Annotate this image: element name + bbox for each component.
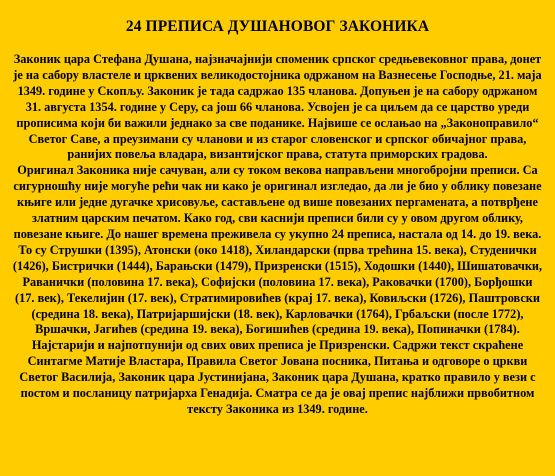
document-title: 24 ПРЕПИСА ДУШАНОВОГ ЗАКОНИКА <box>125 18 430 35</box>
paragraph-prizren-copy: Најстарији и најпотпунији од свих ових преписа је Призренски. Садржи текст скраћене Синтагме Матије Властара, Правила Светог Јована посника, Питања и одговоре о цркви Светог Василија, Законик цара Јустинијана, Законик цара Душана, кратко правило у вези с постом и посланицу патријарха Генадија. Сматра се да је овај препис најближи првобитном тексту Законика из 1349. године. <box>19 338 536 416</box>
paragraph-intro: Законик цара Стефана Душана, најзначајнији споменик српског средњевековног права, донет је на сабору властеле и црквених великодостојника одржаном на Вазнесење Господње, 21. маја 1349. године у Скопљу. Законик је тада садржао 135 чланова. Допуњен је на сабору одржаном 31. августа 1354. године у Серу, са још 66 чланова. Усвојен је са циљем да се царство уреди прописима који би важили једнако за све поданике. Највише се ослањао на „Законоправило“ Светог Саве, а преузимани су чланови и из старог словенског и српског обичајног права, ранијих повеља владара, византијског права, статута приморских градова. <box>13 52 542 162</box>
paragraph-original-and-copies: Оригинал Законика није сачуван, али су током векова направљени многобројни преписи. Са сигурношћу није могуће рећи чак ни како је оригинал изгледао, да ли је био у облику повезане књиге или једне дугачке хрисовуље, састављене од више повезаних пергамената, а потврђене златним царским печатом. Како год, сви каснији преписи били су у овом другом облику, повезане књиге. До нашег времена преживела су укупно 24 преписа, настала од 14. до 19. века. То су Струшки (1395), Атонски (око 1418), Хиландарски (прва трећина 15. века), Студенички (1426), Бистрички (1444), Барањски (1479), Призренски (1515), Ходошки (1440), Шишатовачки, Раванички (половина 17. века), Софијски (половина 17. века), Раковачки (1700), Борђошки (17. век), Текелијин (17. век), Стратимировићев (крај 17. века), Ковиљски (1726), Паштровски (средина 18. века), Патријаршијски (18. век), Карловачки (1764), Грбаљски (после 1772), Вршачки, Јагићев (средина 19. века), Богишићев (средина 19. века), Попиначки (1784). <box>12 163 543 337</box>
